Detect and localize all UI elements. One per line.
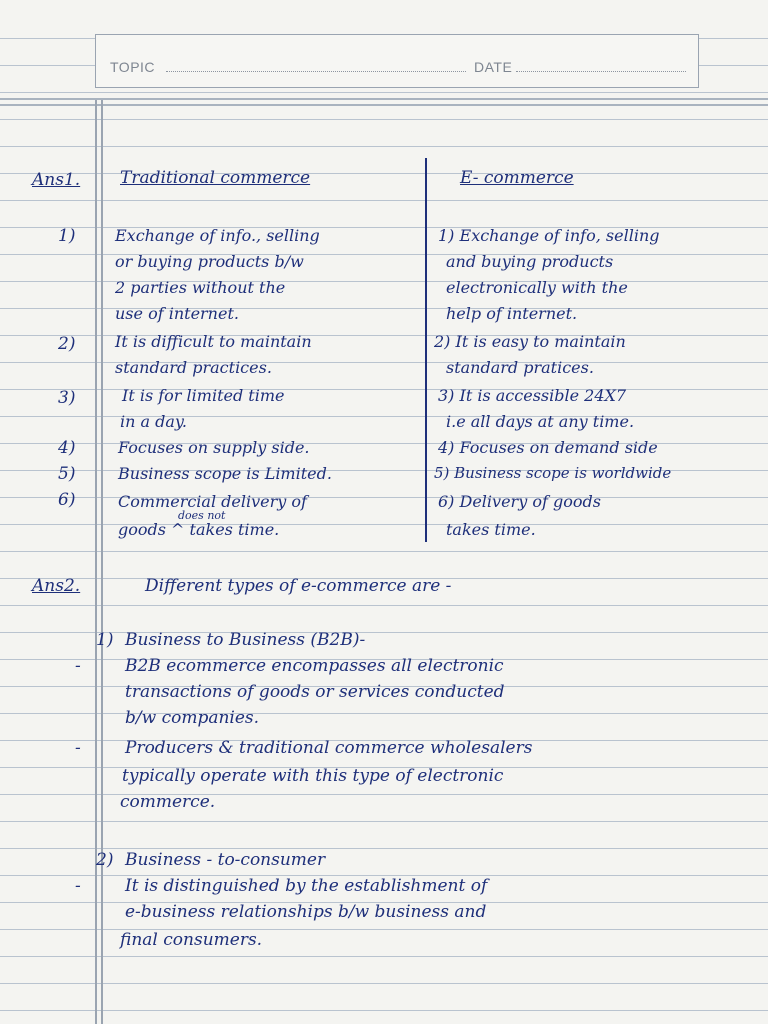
right-line-9: 4) Focuses on demand side xyxy=(438,438,658,457)
right-line-11: 6) Delivery of goods xyxy=(438,492,601,511)
date-label: DATE xyxy=(474,59,513,75)
left-line-4: use of internet. xyxy=(115,304,239,323)
right-line-4: help of internet. xyxy=(446,304,578,323)
ans2-num-2: 2) xyxy=(96,850,114,870)
margin-line-left-2 xyxy=(101,100,103,1024)
ans1-label: Ans1. xyxy=(32,170,81,190)
b2b-bullet2-line3: commerce. xyxy=(120,792,216,812)
right-line-7: 3) It is accessible 24X7 xyxy=(438,386,627,405)
num-5: 5) xyxy=(58,464,76,484)
right-line-6: standard pratices. xyxy=(446,358,594,377)
b2b-title: Business to Business (B2B)- xyxy=(125,630,366,650)
insert-note: does not xyxy=(178,509,226,522)
header-box xyxy=(95,34,699,88)
num-2: 2) xyxy=(58,334,76,354)
margin-line-left xyxy=(95,100,97,1024)
date-dots xyxy=(516,71,686,72)
top-rule-2 xyxy=(0,104,768,106)
left-line-7: It is for limited time xyxy=(122,386,285,405)
column-divider xyxy=(425,158,427,542)
left-line-3: 2 parties without the xyxy=(115,278,286,297)
num-4: 4) xyxy=(58,438,76,458)
col-right-title: E- commerce xyxy=(460,168,574,188)
dash-1: - xyxy=(75,656,81,676)
left-line-1: Exchange of info., selling xyxy=(115,226,320,245)
b2b-bullet2-line1: Producers & traditional commerce wholesalers xyxy=(125,738,533,758)
left-line-12: goods ^ takes time. xyxy=(118,520,280,539)
left-line-5: It is difficult to maintain xyxy=(115,332,312,351)
dash-2: - xyxy=(75,738,81,758)
b2c-title: Business - to-consumer xyxy=(125,850,326,870)
b2c-bullet1-line1: It is distinguished by the establishment of xyxy=(125,876,488,896)
left-line-9: Focuses on supply side. xyxy=(118,438,310,457)
num-3: 3) xyxy=(58,388,76,408)
right-line-2: and buying products xyxy=(446,252,614,271)
b2b-bullet1-line1: B2B ecommerce encompasses all electronic xyxy=(125,656,504,676)
topic-label: TOPIC xyxy=(110,59,156,75)
right-line-12: takes time. xyxy=(446,520,536,539)
ans2-num-1: 1) xyxy=(96,630,114,650)
ans2-heading: Different types of e-commerce are - xyxy=(145,576,452,596)
dash-3: - xyxy=(75,876,81,896)
col-left-title: Traditional commerce xyxy=(120,168,311,188)
left-line-2: or buying products b/w xyxy=(115,252,304,271)
left-line-10: Business scope is Limited. xyxy=(118,464,332,483)
num-6: 6) xyxy=(58,490,76,510)
right-line-1: 1) Exchange of info, selling xyxy=(438,226,660,245)
b2c-bullet1-line2: e-business relationships b/w business and xyxy=(125,902,487,922)
b2b-bullet1-line3: b/w companies. xyxy=(125,708,260,728)
left-line-11: Commercial delivery of xyxy=(118,492,307,511)
b2b-bullet2-line2: typically operate with this type of electronic xyxy=(122,766,504,786)
left-line-6: standard practices. xyxy=(115,358,272,377)
right-line-5: 2) It is easy to maintain xyxy=(434,332,626,351)
topic-dots xyxy=(166,71,466,72)
right-line-10: 5) Business scope is worldwide xyxy=(434,464,672,482)
top-rule xyxy=(0,98,768,100)
ans2-label: Ans2. xyxy=(32,576,81,596)
num-1: 1) xyxy=(58,226,76,246)
b2b-bullet1-line2: transactions of goods or services conducted xyxy=(125,682,505,702)
left-line-8: in a day. xyxy=(120,412,187,431)
right-line-3: electronically with the xyxy=(446,278,628,297)
b2c-bullet1-line3: final consumers. xyxy=(120,930,263,950)
right-line-8: i.e all days at any time. xyxy=(446,412,635,431)
